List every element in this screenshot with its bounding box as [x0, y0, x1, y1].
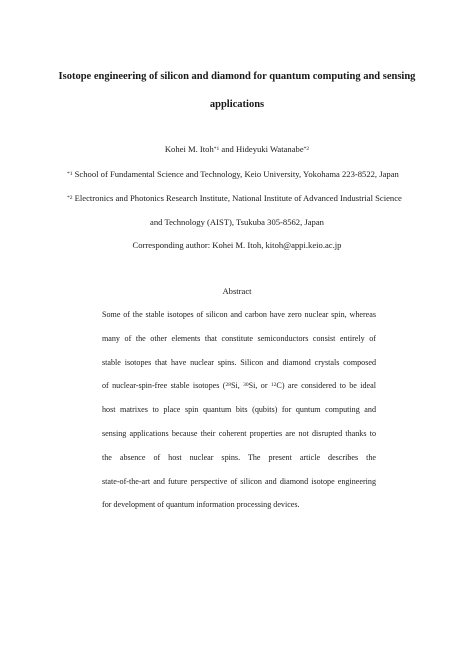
isotope-mass-number: 12: [270, 381, 277, 388]
affiliation-mark: *2: [67, 194, 73, 201]
corresponding-author: Corresponding author: Kohei M. Itoh, kitoh@appi.keio.ac.jp: [132, 240, 342, 250]
abstract-line: Some of the stable isotopes of silicon and carbon have zero nuclear spin, whereas: [102, 310, 376, 319]
abstract-line: state-of-the-art and future perspective of silicon and diamond isotope engineering: [102, 477, 376, 486]
isotope-symbol: Si,: [230, 381, 244, 390]
affiliation-2: [67, 192, 402, 204]
isotope-symbol: C: [276, 381, 282, 390]
author-affiliation-mark: *1: [213, 145, 220, 152]
isotope-symbol: Si, or: [248, 381, 271, 390]
author-conjunction: and: [219, 144, 236, 154]
abstract-line: many of the other elements that constitute semiconductors consist entirely of: [102, 334, 376, 343]
isotope-mass-number: 30: [243, 381, 249, 388]
affiliation-1: [67, 168, 399, 180]
affiliation-text: Electronics and Photonics Research Institute, National Institute of Advanced Industrial Science: [72, 193, 402, 203]
author-affiliation-mark: *2: [303, 145, 310, 152]
paper-title-line-2: applications: [209, 99, 265, 110]
paper-title-line-1: Isotope engineering of silicon and diamond for quantum computing and sensing: [58, 71, 416, 82]
author-line: [0, 143, 474, 155]
abstract-line-isotopes: [102, 380, 376, 392]
isotope-mass-number: 28: [225, 381, 231, 388]
abstract-text: ) are considered to be ideal: [281, 381, 376, 390]
abstract-line: stable isotopes that have nuclear spins. Silicon and diamond crystals composed: [102, 358, 376, 367]
author-name: Kohei M. Itoh: [164, 144, 214, 154]
abstract-line: the absence of host nuclear spins. The present article describes the: [102, 453, 376, 462]
affiliation-text: School of Fundamental Science and Technology, Keio University, Yokohama 223-8522, Japan: [72, 169, 399, 179]
abstract-heading: Abstract: [222, 286, 252, 296]
abstract-line: for development of quantum information processing devices.: [102, 500, 300, 509]
abstract-line: sensing applications because their coherent properties are not disrupted thanks to: [102, 429, 376, 438]
author-name: Hideyuki Watanabe: [236, 144, 304, 154]
abstract-text: of nuclear-spin-free stable isotopes (: [102, 381, 226, 390]
abstract-line: host matrixes to place spin quantum bits (qubits) for quntum computing and: [102, 405, 376, 414]
affiliation-2-continued: and Technology (AIST), Tsukuba 305-8562, Japan: [150, 217, 324, 227]
affiliation-mark: *1: [67, 170, 73, 177]
